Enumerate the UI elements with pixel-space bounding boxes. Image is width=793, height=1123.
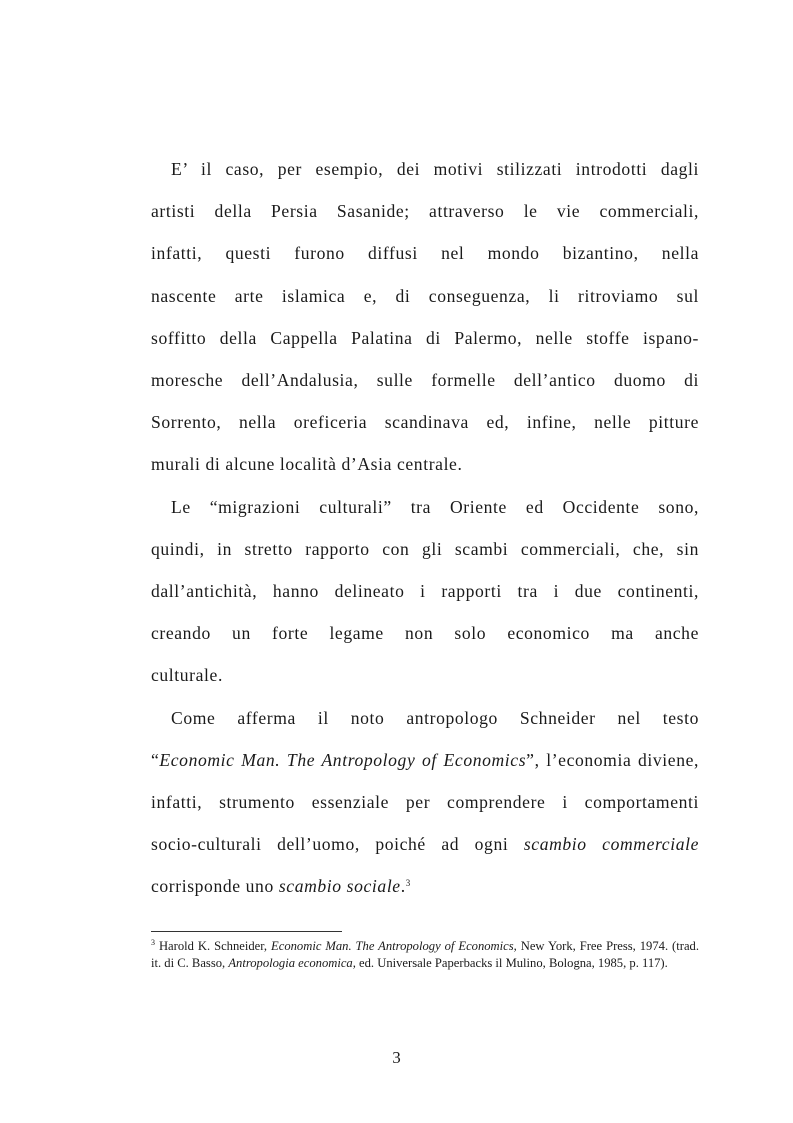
- footnote-separator: [151, 931, 342, 932]
- footnote-publisher: New York, Free Press, 1974. (trad. it. di C. Basso,: [151, 939, 699, 970]
- italic-term: scambio commerciale: [523, 834, 699, 855]
- page-number: 3: [392, 1048, 401, 1067]
- footnote-title: Economic Man. The Antropology of Economics,: [271, 939, 517, 953]
- footnote-number: 3: [151, 938, 155, 947]
- text-line: murali di alcune località d’Asia centrale.: [151, 454, 463, 475]
- paragraph-1: [151, 148, 699, 486]
- text-line: infatti, strumento essenziale per comprendere i comportamenti: [151, 792, 699, 813]
- text-line: infatti, questi furono diffusi nel mondo bizantino, nella: [151, 243, 699, 264]
- text-fragment: socio-culturali dell’uomo, poiché ad ogni: [151, 834, 524, 855]
- footnote-rest: ed. Universale Paperbacks il Mulino, Bologna, 1985, p. 117).: [355, 956, 668, 970]
- text-line: [151, 739, 699, 781]
- paragraph-3: [151, 697, 699, 908]
- text-line: Le “migrazioni culturali” tra Oriente ed Occidente sono,: [171, 496, 699, 517]
- text-line: dall’antichità, hanno delineato i rapporti tra i due continenti,: [151, 581, 699, 602]
- text-line: soffitto della Cappella Palatina di Palermo, nelle stoffe ispano-: [151, 327, 699, 348]
- text-line: [151, 865, 699, 907]
- text-fragment: ”, l’economia diviene,: [526, 749, 699, 770]
- open-quote: “: [151, 749, 160, 770]
- text-fragment: corrisponde uno: [151, 876, 279, 897]
- body-text: [151, 148, 699, 908]
- text-line: quindi, in stretto rapporto con gli scambi commerciali, che, sin: [151, 538, 699, 559]
- text-line: artisti della Persia Sasanide; attraverso le vie commerciali,: [151, 201, 699, 222]
- footnote-translation-title: Antropologia economica,: [228, 956, 356, 970]
- text-line: culturale.: [151, 665, 223, 686]
- text-fragment: .: [400, 876, 406, 897]
- paragraph-2: [151, 486, 699, 697]
- text-line: E’ il caso, per esempio, dei motivi stilizzati introdotti dagli: [171, 159, 699, 179]
- footnote-author: Harold K. Schneider,: [155, 939, 272, 953]
- text-line: creando un forte legame non solo economico ma anche: [151, 623, 699, 644]
- footnote: [151, 938, 699, 972]
- text-line: Come afferma il noto antropologo Schneider nel testo: [171, 707, 699, 728]
- book-title: Economic Man. The Antropology of Economics: [159, 749, 527, 770]
- text-line: [151, 823, 699, 865]
- text-line: moresche dell’Andalusia, sulle formelle dell’antico duomo di: [151, 370, 699, 391]
- text-line: nascente arte islamica e, di conseguenza, li ritroviamo sul: [151, 285, 699, 306]
- text-line: Sorrento, nella oreficeria scandinava ed, infine, nelle pitture: [151, 412, 699, 433]
- footnote-reference[interactable]: 3: [405, 878, 411, 889]
- italic-term: scambio sociale: [278, 876, 401, 897]
